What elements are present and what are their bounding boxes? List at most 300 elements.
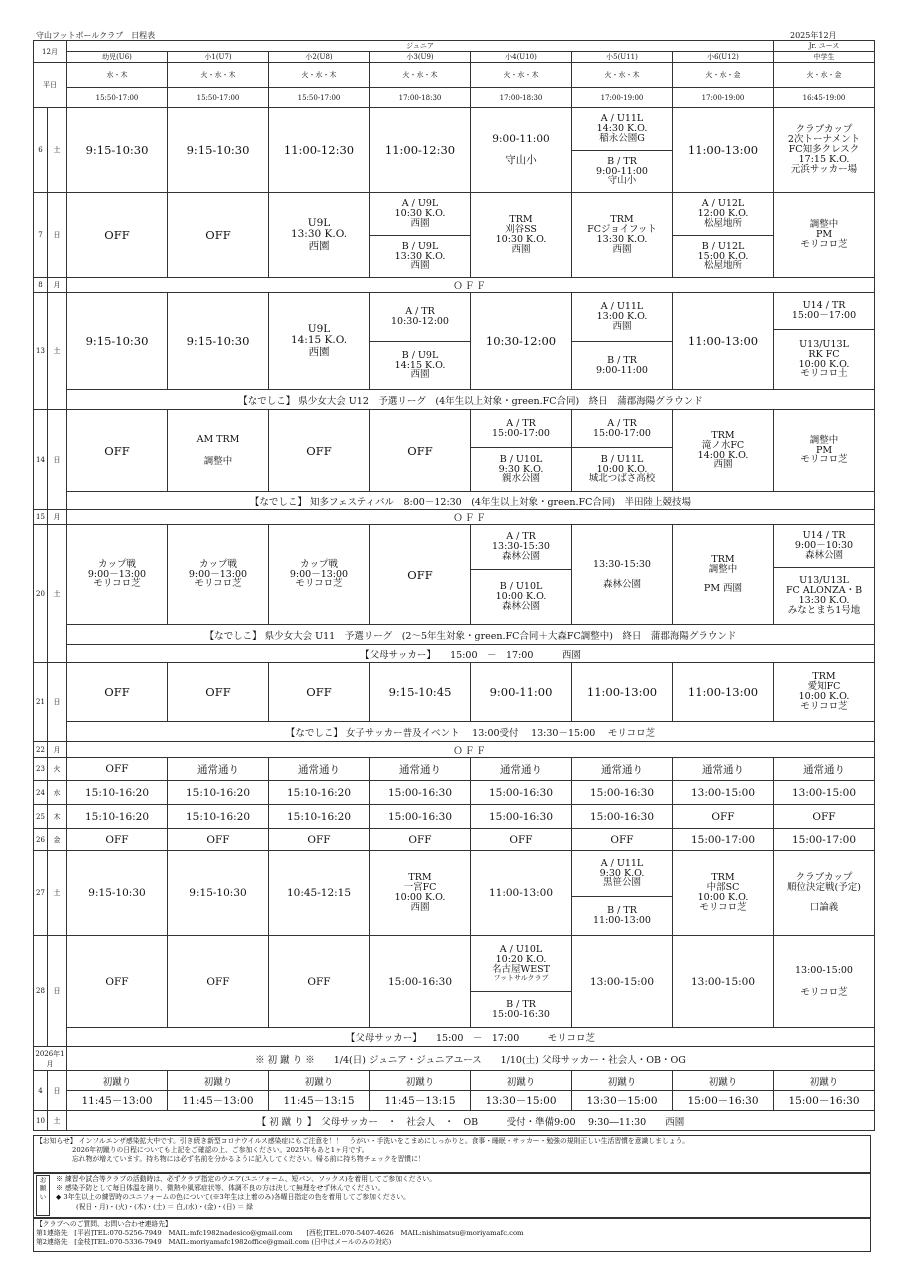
schedule-cell: 10:30-12:00 — [471, 293, 572, 390]
cell-line: FC ALONZA・B — [785, 585, 863, 597]
day-number: 26 — [34, 829, 48, 851]
cell-line: 西園 — [713, 459, 733, 471]
weekday-time: 16:45-19:00 — [774, 88, 875, 108]
request-label: お願い — [36, 1175, 50, 1216]
cell-line: 森林公園 — [804, 549, 843, 561]
cell-line: カップ戦 — [98, 558, 136, 570]
cell-line: モリコロ芝 — [93, 578, 141, 590]
cell-line: TRM — [711, 429, 735, 441]
schedule-cell: 15:00-16:30 — [471, 805, 572, 829]
cell-line: A / TR — [506, 531, 536, 543]
cell-line: RK FC — [808, 348, 840, 360]
day-weekday: 月 — [48, 278, 67, 293]
cell-line: 森林公園 — [501, 550, 540, 562]
cell-line: 親水公園 — [501, 473, 540, 485]
day-weekday: 土 — [48, 525, 67, 663]
cell-line: 10:00 K.O. — [697, 892, 749, 903]
cell-line: U9L — [307, 217, 331, 230]
schedule-cell: 11:00-12:30 — [370, 108, 471, 193]
cell-line: AM TRM — [196, 433, 240, 445]
cell-line: 9:00-11:00 — [492, 132, 550, 145]
cell-line: TRM — [711, 553, 735, 565]
day-number: 6 — [34, 108, 48, 193]
cell-line: 10:30 K.O. — [495, 234, 547, 245]
schedule-cell — [774, 525, 875, 625]
weekday-time: 17:00-19:00 — [673, 88, 774, 108]
day-weekday: 土 — [48, 851, 67, 936]
cell-line: TRM — [812, 671, 836, 683]
schedule-cell: 15:00-17:00 — [673, 829, 774, 851]
cell-line: B / TR — [607, 354, 637, 366]
event-banner: 【なでしこ】 県少女大会 U11 予選リーグ (2～5年生対象・green.FC合同＋大森FC調整中) 終日 蒲郡海陽グラウンド — [67, 625, 875, 645]
cell-line: B / TR — [607, 155, 637, 167]
cell-line: 城北つばさ高校 — [588, 473, 656, 485]
schedule-cell: 初蹴り — [572, 1071, 673, 1091]
cell-line: A / U10L — [499, 943, 543, 955]
schedule-cell: 13:00-15:00 — [572, 936, 673, 1028]
cell-line: 14:15 K.O. — [394, 359, 446, 371]
notice-box — [33, 1135, 871, 1173]
schedule-cell — [471, 410, 572, 492]
cell-line: 西園 — [410, 260, 430, 272]
cell-line: モリコロ芝 — [800, 454, 848, 466]
cell-line: 15:00-17:00 — [492, 427, 550, 439]
schedule-cell: OFF — [269, 936, 370, 1028]
schedule-cell: 初蹴り — [168, 1071, 269, 1091]
event-banner: 【なでしこ】 女子サッカー普及イベント 13:00受付 13:30－15:00 モリコロ芝 — [67, 722, 875, 742]
notice-line: 忘れ物が増えています。持ち物には必ず名前を分かるように記入してください。帰る前に持ち物チェックを習慣に！ — [72, 1155, 425, 1164]
cell-line: 西園 — [308, 239, 330, 252]
weekday-time: 17:00-18:30 — [471, 88, 572, 108]
cell-line: B / U10L — [499, 581, 543, 593]
schedule-cell: OFF — [67, 410, 168, 492]
cell-line: 守山小 — [607, 175, 637, 187]
weekday-days: 火・水・木 — [269, 63, 370, 88]
schedule-cell: 9:15-10:30 — [67, 108, 168, 193]
notice-line: インフルエンザ感染拡大中です。引き続き新型コロナウイルス感染症にもご注意を！！ うがい・手洗いをこまめにしっかりと。食事・睡眠・サッカー・勉強の規則正しい生活習慣を意識しましょう。 — [78, 1137, 690, 1145]
schedule-cell: 13:00-15:00 — [673, 936, 774, 1028]
schedule-cell — [269, 293, 370, 390]
schedule-cell: 11:45－13:15 — [370, 1091, 471, 1111]
schedule-cell: 15:00-16:30 — [370, 805, 471, 829]
schedule-cell: 15:00-16:30 — [370, 936, 471, 1028]
day-number: 25 — [34, 805, 48, 829]
cell-line: A / U11L — [600, 857, 644, 869]
schedule-cell — [774, 193, 875, 278]
cell-line: クラブカップ — [795, 872, 853, 884]
cell-line: 刈谷SS — [505, 224, 537, 236]
schedule-cell: 通常通り — [774, 758, 875, 781]
cell-line: 10:20 K.O. — [495, 953, 547, 965]
schedule-cell — [572, 108, 673, 193]
schedule-cell: 9:00-11:00 — [471, 663, 572, 722]
schedule-cell: 11:00-13:00 — [673, 293, 774, 390]
schedule-cell: 9:15-10:30 — [67, 851, 168, 936]
off-row: ＯＦＦ — [67, 742, 875, 758]
schedule-cell: 11:00-13:00 — [471, 851, 572, 936]
schedule-cell: 11:00-12:30 — [269, 108, 370, 193]
schedule-cell: 9:15-10:30 — [168, 293, 269, 390]
cell-line: PM — [815, 444, 833, 456]
cell-line: 17:15 K.O. — [798, 153, 850, 165]
cell-line: 調整中 — [203, 455, 233, 467]
cell-line: 13:30 K.O. — [394, 250, 446, 262]
schedule-cell: 13:30－15:00 — [471, 1091, 572, 1111]
schedule-cell: 初蹴り — [370, 1071, 471, 1091]
cell-line: 13:30 K.O. — [596, 234, 648, 245]
day-number: 24 — [34, 781, 48, 805]
day-number: 14 — [34, 410, 48, 510]
schedule-cell: 15:10-16:20 — [168, 805, 269, 829]
schedule-cell — [471, 936, 572, 1028]
schedule-cell: 13:00-15:00 — [774, 781, 875, 805]
day-weekday: 土 — [48, 108, 67, 193]
day-number: 10 — [34, 1111, 48, 1131]
schedule-cell: OFF — [572, 829, 673, 851]
cell-line: モリコロ芝 — [800, 700, 848, 712]
schedule-cell: 15:00-17:00 — [774, 829, 875, 851]
schedule-cell — [168, 410, 269, 492]
schedule-cell — [269, 193, 370, 278]
cell-line: A / U9L — [401, 198, 439, 210]
weekday-time: 17:00-19:00 — [572, 88, 673, 108]
schedule-cell: OFF — [168, 193, 269, 278]
cell-line: 西園 — [410, 369, 430, 381]
cell-line: 15:00-16:30 — [492, 1008, 550, 1020]
cell-line: 調整中 — [809, 219, 839, 231]
schedule-cell: 15:10-16:20 — [67, 781, 168, 805]
schedule-cell — [370, 851, 471, 936]
day-number: 15 — [34, 510, 48, 525]
cell-line: 松屋地所 — [703, 217, 742, 229]
schedule-cell: 初蹴り — [471, 1071, 572, 1091]
schedule-cell: 通常通り — [572, 758, 673, 781]
cell-line: みなとまち1号地 — [787, 604, 861, 616]
cell-line: B / U9L — [401, 240, 439, 252]
cell-line: 滝ノ水FC — [701, 439, 745, 451]
day-weekday: 火 — [48, 758, 67, 781]
day-weekday: 日 — [48, 663, 67, 742]
cell-line: モリコロ土 — [800, 368, 848, 380]
cell-line: 一宮FC — [403, 882, 437, 894]
cell-line: 10:00 K.O. — [798, 691, 850, 702]
cell-line: TRM — [711, 872, 735, 884]
cell-line: 2次トーナメント — [787, 134, 861, 146]
schedule-cell: OFF — [67, 193, 168, 278]
cell-line: 9:00-11:00 — [596, 165, 648, 177]
weekday-time: 15:50-17:00 — [168, 88, 269, 108]
cell-line: 中部SC — [706, 882, 740, 894]
schedule-cell — [572, 525, 673, 625]
cell-line: B / U10L — [499, 453, 543, 465]
schedule-cell: 通常通り — [673, 758, 774, 781]
schedule-cell: OFF — [168, 663, 269, 722]
schedule-cell — [774, 410, 875, 492]
day-weekday: 金 — [48, 829, 67, 851]
schedule-cell — [471, 193, 572, 278]
schedule-cell — [673, 525, 774, 625]
cell-line: 守山小 — [505, 154, 537, 166]
schedule-cell: OFF — [67, 663, 168, 722]
schedule-cell: 初蹴り — [673, 1071, 774, 1091]
cell-line: A / TR — [506, 417, 536, 429]
schedule-cell: 11:45－13:15 — [269, 1091, 370, 1111]
cell-line: 10:30-12:00 — [391, 316, 449, 327]
schedule-cell: 通常通り — [471, 758, 572, 781]
cell-line: TRM — [610, 214, 634, 226]
weekday-days: 火・水・金 — [774, 63, 875, 88]
cell-line: 13:00-15:00 — [795, 964, 853, 976]
request-box — [33, 1173, 871, 1218]
schedule-cell: 通常通り — [269, 758, 370, 781]
cell-line: 14:00 K.O. — [697, 449, 749, 461]
day-weekday: 土 — [48, 293, 67, 410]
cell-line: B / U9L — [401, 349, 439, 361]
day-weekday: 月 — [48, 742, 67, 758]
weekday-days: 火・水・木 — [370, 63, 471, 88]
cell-line: モリコロ芝 — [699, 901, 747, 913]
cell-line: 名古屋WEST — [491, 963, 551, 975]
schedule-cell — [774, 663, 875, 722]
schedule-cell — [673, 851, 774, 936]
cell-line: 西園 — [410, 217, 430, 229]
day-weekday: 日 — [48, 193, 67, 278]
document-month: 2025年12月 — [790, 31, 837, 40]
cell-line: 黒笹公園 — [602, 877, 641, 889]
schedule-cell: 初蹴り — [67, 1071, 168, 1091]
schedule-cell: 初蹴り — [269, 1071, 370, 1091]
cell-line: A / U12L — [701, 198, 745, 210]
month-cell: 12月 — [34, 41, 67, 63]
cell-line: 調整中 — [708, 563, 738, 575]
cell-line: 15:00 K.O. — [697, 250, 749, 262]
schedule-cell — [370, 193, 471, 278]
day-number: 22 — [34, 742, 48, 758]
day-weekday: 土 — [48, 1111, 67, 1131]
cell-line: 14:30 K.O. — [596, 123, 648, 135]
cell-line: 稲永公園G — [599, 132, 645, 144]
schedule-cell: 15:00-16:30 — [471, 781, 572, 805]
schedule-cell: OFF — [370, 829, 471, 851]
schedule-cell — [774, 936, 875, 1028]
cell-line: 13:30-15:30 — [593, 558, 651, 570]
col-header-u8: 小2(U8) — [269, 52, 370, 63]
day-number: 21 — [34, 663, 48, 742]
cell-line: 10:30 K.O. — [394, 208, 446, 220]
schedule-cell: OFF — [168, 829, 269, 851]
schedule-cell: 9:15-10:30 — [168, 851, 269, 936]
schedule-cell: 9:15-10:30 — [67, 293, 168, 390]
schedule-cell: OFF — [673, 805, 774, 829]
schedule-cell: 15:00-16:30 — [572, 805, 673, 829]
cell-line: 口論義 — [809, 901, 839, 913]
schedule-cell: OFF — [67, 829, 168, 851]
col-header-u11: 小5(U11) — [572, 52, 673, 63]
schedule-cell: 15:00-16:30 — [370, 781, 471, 805]
cell-line: PM — [815, 229, 833, 241]
schedule-cell: 15:10-16:20 — [67, 805, 168, 829]
cell-line: 西園 — [612, 320, 632, 332]
day-weekday: 日 — [48, 410, 67, 510]
cell-line: TRM — [408, 872, 432, 884]
schedule-cell: OFF — [774, 805, 875, 829]
contact-box — [33, 1218, 871, 1252]
schedule-cell: 15:10-16:20 — [269, 781, 370, 805]
day-weekday: 日 — [48, 936, 67, 1047]
day-number: 13 — [34, 293, 48, 410]
cell-line: 10:00 K.O. — [798, 358, 850, 370]
schedule-table — [33, 40, 875, 1131]
schedule-cell: 通常通り — [168, 758, 269, 781]
cell-line: 西園 — [410, 901, 430, 913]
schedule-cell: 11:45－13:00 — [67, 1091, 168, 1111]
cell-line: 9:00－13:00 — [87, 568, 147, 580]
day-weekday: 日 — [48, 1071, 67, 1111]
cell-line: モリコロ芝 — [800, 986, 848, 998]
cell-line: 13:00 K.O. — [596, 311, 648, 323]
schedule-cell — [572, 193, 673, 278]
cell-line: 愛知FC — [807, 681, 841, 693]
schedule-cell: 11:00-13:00 — [572, 663, 673, 722]
schedule-cell — [269, 525, 370, 625]
schedule-cell: 11:45－13:00 — [168, 1091, 269, 1111]
col-header-u9: 小3(U9) — [370, 52, 471, 63]
weekday-time: 15:50-17:00 — [269, 88, 370, 108]
cell-line: 元浜サッカー場 — [790, 163, 858, 175]
cell-line: モリコロ芝 — [800, 238, 848, 250]
cell-line: モリコロ芝 — [295, 578, 343, 590]
cell-line: 9:00-11:00 — [596, 364, 648, 376]
schedule-cell — [673, 410, 774, 492]
cell-line: 13:30 K.O. — [290, 228, 348, 241]
cell-line: 15:00－17:00 — [791, 310, 857, 321]
schedule-cell: 11:00-13:00 — [673, 108, 774, 193]
schedule-cell: 13:00-15:00 — [673, 781, 774, 805]
schedule-cell: OFF — [471, 829, 572, 851]
cell-line: A / TR — [607, 417, 637, 429]
cell-line: PM 西園 — [703, 583, 743, 595]
schedule-cell — [774, 293, 875, 390]
schedule-cell: 10:45-12:15 — [269, 851, 370, 936]
cell-line: 9:00－13:00 — [188, 568, 248, 580]
day-number: 28 — [34, 936, 48, 1047]
cell-line: B / U11L — [600, 453, 644, 465]
schedule-cell: 9:15-10:45 — [370, 663, 471, 722]
contact-line: 第2連絡先 [金枝]TEL:070-5336-7949 MAIL:moriyamafc1982office@gmail.com (日中はメールのみの対応) — [36, 1238, 392, 1247]
schedule-cell — [673, 193, 774, 278]
off-row: ＯＦＦ — [67, 278, 875, 293]
notice-label: 【お知らせ】 — [36, 1137, 77, 1145]
cell-line: 9:30 K.O. — [498, 463, 544, 475]
group-junior: ジュニア — [67, 41, 774, 52]
cell-line: フットサルクラブ — [493, 973, 549, 982]
schedule-cell: 9:15-10:30 — [168, 108, 269, 193]
day-number: 20 — [34, 525, 48, 663]
cell-line: 9:00－10:30 — [794, 540, 854, 552]
cell-line: 森林公園 — [501, 600, 540, 612]
cell-line: 14:15 K.O. — [290, 334, 348, 347]
request-line: (祝日・月)・(火)・(木)・(土) ＝ 白,(水)・(金)・(日) ＝ 緑 — [76, 1202, 254, 1211]
cell-line: 9:30 K.O. — [599, 867, 645, 879]
cell-line: U13/U13L — [799, 575, 849, 587]
schedule-cell: 初蹴り — [774, 1071, 875, 1091]
cell-line: 9:00－13:00 — [289, 568, 349, 580]
event-banner: 【 初 蹴 り 】 父母サッカー ・ 社会人 ・ OB 受付・準備9:00 9:30―11:30 西園 — [67, 1111, 875, 1131]
cell-line: 松屋地所 — [703, 260, 742, 272]
weekday-days: 火・水・木 — [471, 63, 572, 88]
weekday-time: 17:00-18:30 — [370, 88, 471, 108]
cell-line: B / TR — [506, 998, 536, 1010]
schedule-cell: 15:10-16:20 — [269, 805, 370, 829]
jan-month-label: 2026年1月 — [34, 1047, 67, 1071]
schedule-cell: 15:00－16:30 — [774, 1091, 875, 1111]
weekday-label: 平日 — [34, 63, 67, 108]
schedule-cell — [168, 525, 269, 625]
schedule-cell: OFF — [269, 829, 370, 851]
schedule-cell: OFF — [168, 936, 269, 1028]
cell-line: 10:00 K.O. — [596, 463, 648, 475]
request-line: ※ 練習や試合等クラブの活動時は、必ずクラブ指定のウエア(ユニフォーム、短パン、ソックス)を着用してご参加ください。 — [56, 1175, 436, 1183]
day-weekday: 水 — [48, 781, 67, 805]
cell-line: TRM — [509, 214, 533, 226]
schedule-cell: 11:00-13:00 — [673, 663, 774, 722]
schedule-cell — [774, 851, 875, 936]
day-number: 8 — [34, 278, 48, 293]
cell-line: 西園 — [308, 345, 330, 358]
schedule-cell: 15:00-16:30 — [572, 781, 673, 805]
jan-title: ※ 初 蹴 り ※ 1/4(日) ジュニア・ジュニアユース 1/10(土) 父母サッカー・社会人・OB・OG — [67, 1047, 875, 1071]
schedule-cell: OFF — [67, 936, 168, 1028]
group-jr-youth: Jr. ユース — [774, 41, 875, 52]
cell-line: U14 / TR — [802, 300, 846, 312]
cell-line: 10:00 K.O. — [394, 892, 446, 903]
event-banner: 【なでしこ】 県少女大会 U12 予選リーグ (4年生以上対象・green.FC合同) 終日 蒲郡海陽グラウンド — [67, 390, 875, 410]
notice-line: 2026年初蹴りの日程についても上記をご確認の上、ご参加ください。2025年もあと1ヶ月です。 — [72, 1146, 369, 1155]
cell-line: 西園 — [511, 243, 531, 255]
cell-line: U9L — [307, 323, 331, 336]
col-header-u10: 小4(U10) — [471, 52, 572, 63]
document-title: 守山フットボールクラブ 日程表 — [36, 31, 156, 40]
cell-line: FC知多クレスク — [788, 144, 860, 156]
day-number: 27 — [34, 851, 48, 936]
col-header-u6: 幼児(U6) — [67, 52, 168, 63]
day-number: 4 — [34, 1071, 48, 1111]
event-banner: 【父母サッカー】 15:00 － 17:00 西園 — [67, 645, 875, 663]
schedule-cell: 通常通り — [370, 758, 471, 781]
schedule-cell — [67, 525, 168, 625]
weekday-days: 火・水・木 — [572, 63, 673, 88]
col-header-u12: 小6(U12) — [673, 52, 774, 63]
schedule-cell — [370, 293, 471, 390]
col-header-u7: 小1(U7) — [168, 52, 269, 63]
schedule-cell: 13:30－15:00 — [572, 1091, 673, 1111]
off-row: ＯＦＦ — [67, 510, 875, 525]
schedule-cell: OFF — [269, 410, 370, 492]
schedule-cell — [471, 525, 572, 625]
cell-line: 西園 — [612, 243, 632, 255]
event-banner: 【なでしこ】 知多フェスティバル 8:00－12:30 (4年生以上対象・green.FC合同) 半田陸上競技場 — [67, 492, 875, 510]
schedule-cell: 15:10-16:20 — [168, 781, 269, 805]
cell-line: B / U12L — [701, 240, 745, 252]
day-number: 23 — [34, 758, 48, 781]
day-weekday: 月 — [48, 510, 67, 525]
schedule-cell — [572, 410, 673, 492]
weekday-days: 火・水・木 — [168, 63, 269, 88]
cell-line: 12:00 K.O. — [697, 208, 749, 220]
schedule-cell — [774, 108, 875, 193]
contact-line: 第1連絡先 [平岩]TEL:070-5256-7949 MAIL:mfc1982nadesico@gmail.com [西松]TEL:070-5407-4626 MAIL:nishimatsu@moriyamafc.com — [36, 1229, 524, 1238]
weekday-time: 15:50-17:00 — [67, 88, 168, 108]
